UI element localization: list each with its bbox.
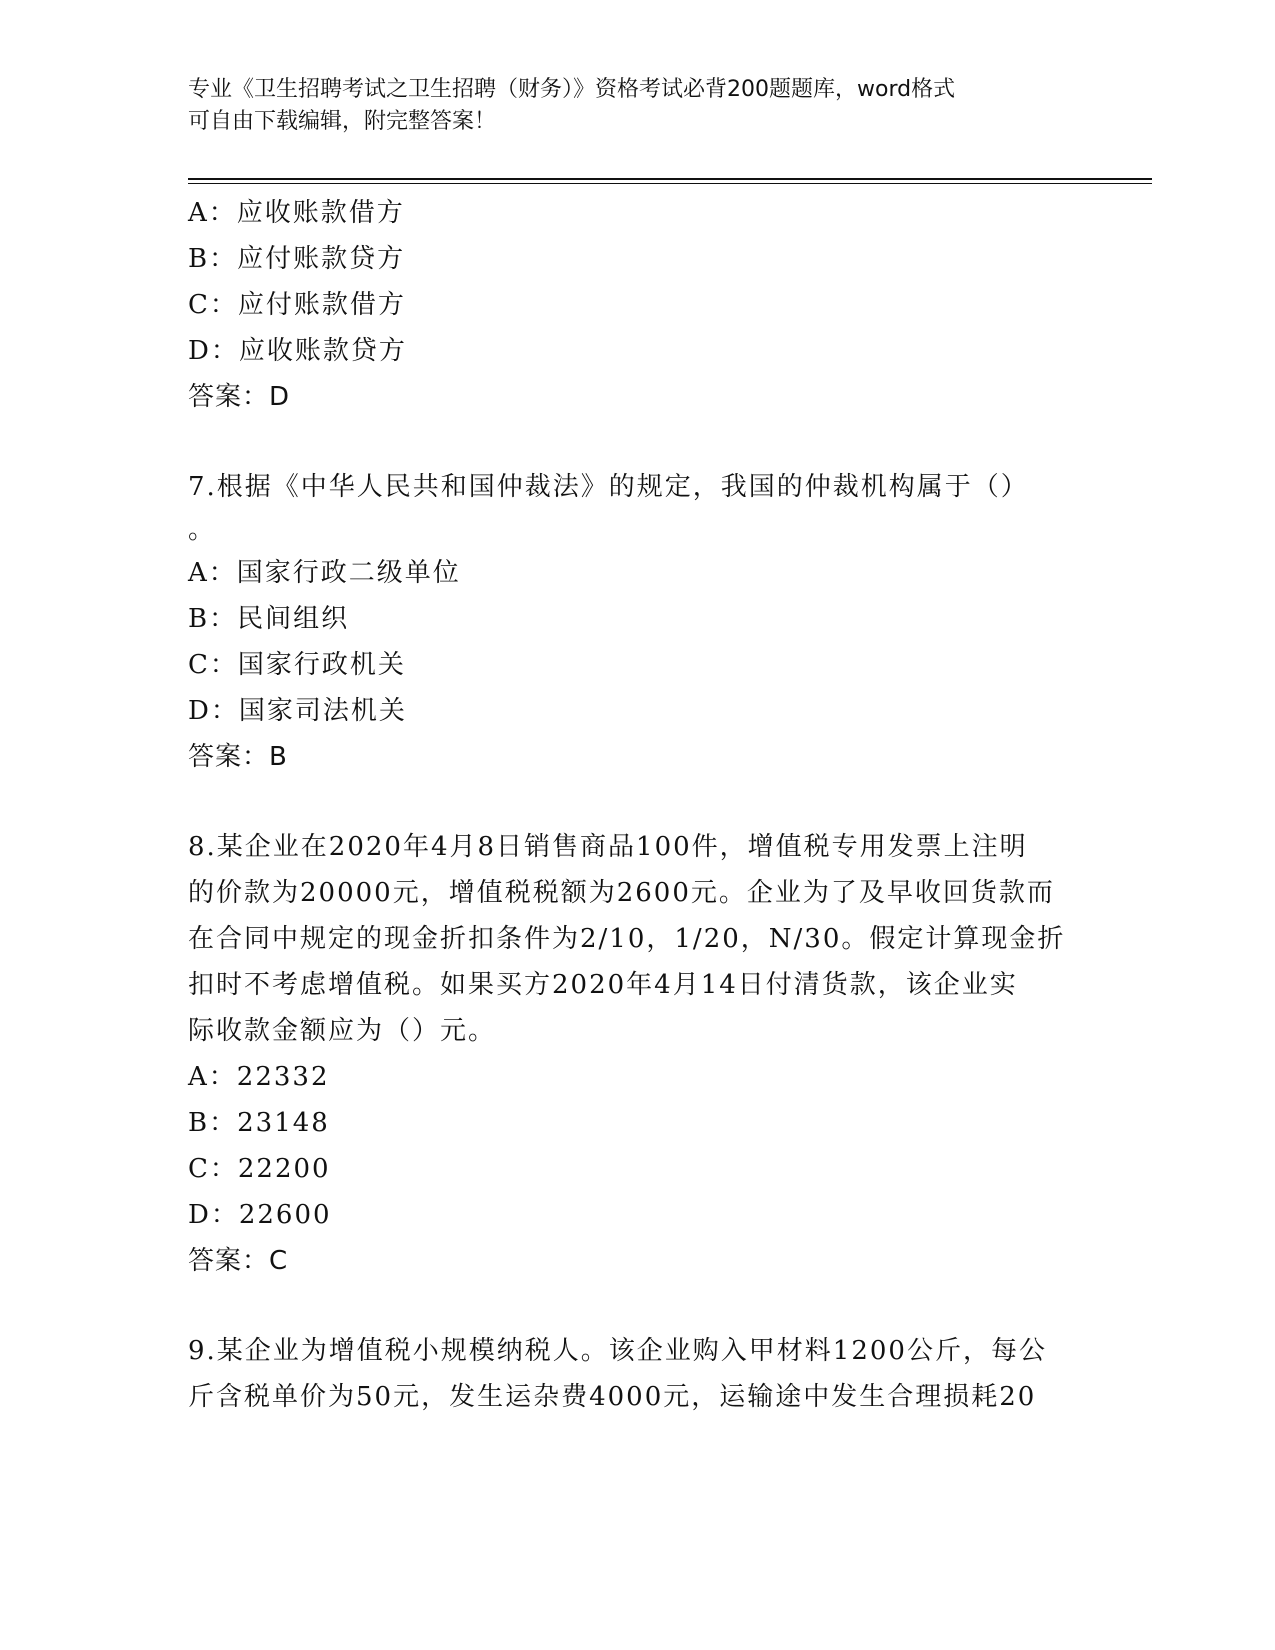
option-d: D：应收账款贷方 bbox=[188, 336, 407, 366]
option-a: A：22332 bbox=[188, 1062, 330, 1092]
question-stem-line: 在合同中规定的现金折扣条件为2/10，1/20，N/30。假定计算现金折 bbox=[188, 924, 1066, 954]
option-b: B：23148 bbox=[188, 1108, 330, 1138]
option-d: D：22600 bbox=[188, 1200, 332, 1230]
question-stem-line: 7.根据《中华人民共和国仲裁法》的规定，我国的仲裁机构属于（） bbox=[188, 472, 1029, 502]
question-stem-line: 8.某企业在2020年4月8日销售商品100件，增值税专用发票上注明 bbox=[188, 832, 1028, 862]
header-title-line-2: 可自由下载编辑，附完整答案！ bbox=[188, 109, 497, 134]
question-stem-line: 扣时不考虑增值税。如果买方2020年4月14日付清货款，该企业实 bbox=[188, 970, 1018, 1000]
option-b: B：民间组织 bbox=[188, 604, 350, 634]
header-divider-thick bbox=[188, 178, 1152, 180]
question-7 bbox=[188, 464, 1088, 780]
option-a: A：应收账款借方 bbox=[188, 198, 405, 228]
question-6-options bbox=[188, 190, 1088, 420]
question-content bbox=[188, 190, 1088, 1420]
question-stem-line: 的价款为20000元，增值税税额为2600元。企业为了及早收回货款而 bbox=[188, 878, 1055, 908]
question-9 bbox=[188, 1328, 1088, 1420]
answer-line: 答案：D bbox=[188, 382, 291, 412]
document-header bbox=[188, 74, 1088, 138]
answer-line: 答案：B bbox=[188, 742, 288, 772]
question-stem-line: 。 bbox=[188, 515, 217, 545]
answer-line: 答案：C bbox=[188, 1246, 289, 1276]
option-d: D：国家司法机关 bbox=[188, 696, 407, 726]
option-a: A：国家行政二级单位 bbox=[188, 558, 461, 588]
header-title-line-1: 专业《卫生招聘考试之卫生招聘（财务）》资格考试必背200题题库，word格式 bbox=[188, 77, 956, 102]
option-c: C：国家行政机关 bbox=[188, 650, 406, 680]
question-stem-line: 斤含税单价为50元，发生运杂费4000元，运输途中发生合理损耗20 bbox=[188, 1382, 1037, 1412]
header-divider-thin bbox=[188, 183, 1152, 184]
question-stem-line: 9.某企业为增值税小规模纳税人。该企业购入甲材料1200公斤，每公 bbox=[188, 1336, 1047, 1366]
option-c: C：22200 bbox=[188, 1154, 331, 1184]
option-c: C：应付账款借方 bbox=[188, 290, 406, 320]
option-b: B：应付账款贷方 bbox=[188, 244, 406, 274]
question-stem-line: 际收款金额应为（）元。 bbox=[188, 1016, 497, 1046]
question-8 bbox=[188, 824, 1088, 1284]
